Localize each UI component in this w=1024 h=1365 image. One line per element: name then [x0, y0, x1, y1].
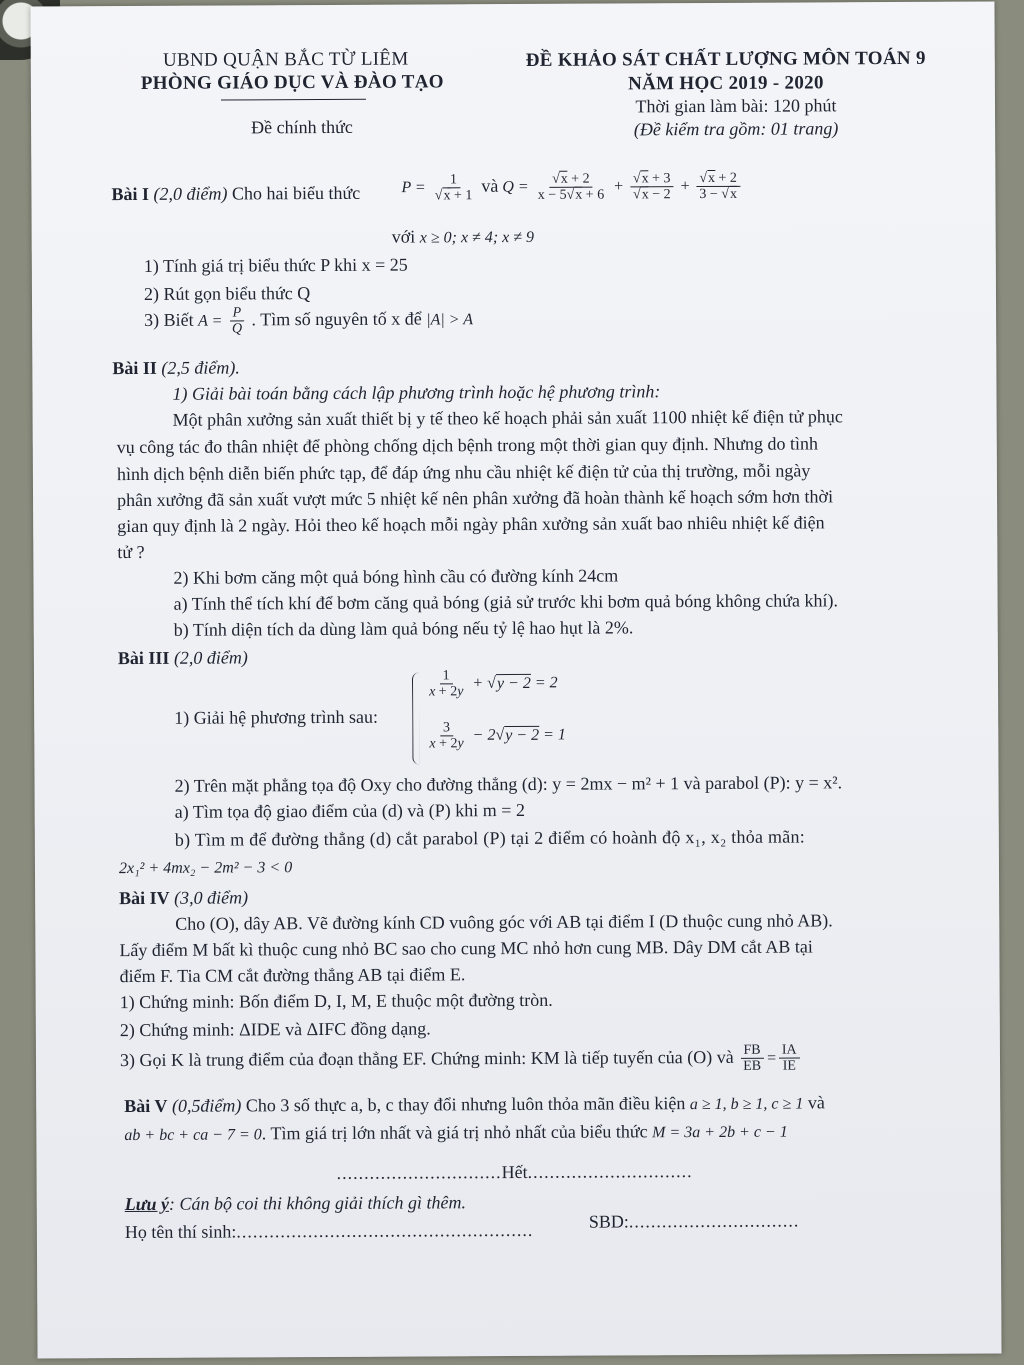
name-label: Họ tên thí sinh:: [124, 1221, 237, 1243]
bai4-q1: 1) Chứng minh: Bốn điểm D, I, M, E thuộc một đường tròn.: [119, 989, 553, 1013]
bai3-sub2a: a) Tìm tọa độ giao điểm của (d) và (P) khi m = 2: [174, 799, 525, 822]
exam-paper: [30, 1, 1001, 1358]
bai4-q2: 2) Chứng minh: ΔIDE và ΔIFC đồng dạng.: [119, 1018, 431, 1041]
q3-condition: |A| > A: [426, 311, 474, 329]
bai3-heading: [118, 647, 248, 669]
bai5-cond2: ab + bc + ca − 7 = 0: [124, 1126, 262, 1145]
bai4-q3-text: 3) Gọi K là trung điểm của đoạn thẳng EF. Chứng minh: KM là tiếp tuyến của (O) và: [119, 1046, 734, 1071]
bai5-line1: [124, 1092, 825, 1117]
bai3-sub2b: b) Tìm m để đường thẳng (d) cắt parabol (P) tại 2 điểm có hoành độ x₁, x₂ thỏa mãn:: [174, 826, 805, 850]
q3-suffix: . Tìm số nguyên tố x để: [251, 308, 422, 330]
bai2-sub2b: b) Tính diện tích da dùng làm quả bóng nếu tỷ lệ hao hụt là 2%.: [173, 617, 634, 640]
bai4-line: Lấy điểm M bất kì thuộc cung nhỏ BC sao cho cung MC nhỏ hơn cung MB. Dây DM cắt AB tại: [119, 936, 813, 961]
condition-prefix: với: [391, 226, 416, 247]
header-underline: [221, 99, 366, 101]
bai5-text: Cho 3 số thực a, b, c thay đổi nhưng luôn thỏa mãn điều kiện: [245, 1093, 686, 1116]
bai2-paragraph-line: gian quy định là 2 ngày. Hỏi theo kế hoạch mỗi ngày phân xưởng sản xuất bao nhiêu nhiệt kế điện: [117, 512, 825, 537]
district-name: UBND QUẬN BẮC TỪ LIÊM: [162, 48, 409, 71]
school-year: NĂM HỌC 2019 - 2020: [627, 72, 824, 95]
bai5-line2: [124, 1121, 787, 1145]
candidate-number: [589, 1211, 800, 1233]
and-word: và: [481, 175, 499, 196]
bai2-title: Bài II: [112, 357, 157, 379]
bai5-points: (0,5điểm): [171, 1095, 242, 1116]
end-word: Hết: [501, 1161, 528, 1183]
end-dots-right: ..............................: [527, 1161, 693, 1182]
bai2-sub2a: a) Tính thể tích khí để bơm căng quả bóng (giả sử trước khi bơm quả bóng không chứa khí).: [173, 590, 838, 614]
candidate-name: [125, 1220, 534, 1243]
time-allowed: Thời gian làm bài: 120 phút: [635, 95, 837, 117]
bai1-q3: 3) Biết A = $\frac{P}{Q}$ . Tìm số nguyên tố x để |A| > A: [144, 305, 474, 337]
bai5-expression: M = 3a + 2b + c − 1: [652, 1123, 788, 1142]
bai2-heading: [112, 357, 240, 379]
bai3-inequality: 2x₁² + 4mx₂ − 2m² − 3 < 0: [118, 859, 293, 878]
bai4-line: Cho (O), dây AB. Vẽ đường kính CD vuông góc với AB tại điểm I (D thuộc cung nhỏ AB).: [175, 910, 833, 934]
bai2-paragraph-line: phân xưởng đã sản xuất vượt mức 5 nhiệt kế nên phân xưởng đã hoàn thành kế hoạch sớm hơn thời: [117, 486, 834, 511]
bai2-points: (2,5 điểm).: [161, 357, 240, 378]
department-name: PHÒNG GIÁO DỤC VÀ ĐÀO TẠO: [140, 71, 444, 94]
exam-title: ĐỀ KHẢO SÁT CHẤT LƯỢNG MÔN TOÁN 9: [525, 47, 926, 71]
equation-1: $\frac{1}{x + 2y}$ + √y − 2 = 2: [429, 668, 558, 700]
end-dots-left: ..............................: [336, 1162, 502, 1183]
bai4-title: Bài IV: [119, 887, 170, 909]
bai1-condition: [392, 226, 534, 248]
page-count: (Đề kiểm tra gồm: 01 trang): [633, 118, 839, 140]
note-text: : Cán bộ coi thi không giải thích gì thêm.: [168, 1192, 467, 1214]
bai4-heading: [119, 887, 248, 909]
bai3-sub1: 1) Giải hệ phương trình sau:: [174, 706, 378, 728]
bai5-title: Bài V: [124, 1095, 168, 1117]
bai2-paragraph-line: tử ?: [117, 541, 145, 563]
bai2-sub2: 2) Khi bơm căng một quả bóng hình cầu có đường kính 24cm: [173, 565, 619, 588]
name-dots: ......................................................: [236, 1219, 534, 1242]
bai2-paragraph-line: vụ công tác đo thân nhiệt để phòng chống dịch bệnh trong một thời gian quy định. Nhưng do tình: [116, 433, 819, 458]
bai2-paragraph-line: hình dịch bệnh diễn biến phức tạp, để đáp ứng nhu cầu nhiệt kế điện tử của thị trường, mỗi ngày: [116, 460, 811, 485]
note-label: Lưu ý: [124, 1193, 170, 1215]
bai1-heading: [111, 183, 360, 205]
bai3-sub2: 2) Trên mặt phẳng tọa độ Oxy cho đường thẳng (d): y = 2mx − m² + 1 và parabol (P): y = x².: [174, 772, 843, 796]
footer-note: [125, 1192, 466, 1215]
bai2-paragraph-line: Một phân xưởng sản xuất thiết bị y tế theo kế hoạch phải sản xuất 1100 nhiệt kế điện tử phục: [172, 406, 843, 430]
sbd-label: SBD:: [588, 1211, 629, 1232]
formula-P-Q: P = $\frac{1}{√x + 1}$ và Q = $\frac{√x + 2}{x - 5√x + 6}$ + $\frac{√x + 3}{√x - 2}$ + $\frac{√x + 2}{3 - √x}$: [401, 171, 742, 205]
condition-text: x ≥ 0; x ≠ 4; x ≠ 9: [419, 228, 535, 247]
bai5-text2: . Tìm giá trị lớn nhất và giá trị nhỏ nhất của biểu thức: [261, 1121, 648, 1144]
bai1-q1: 1) Tính giá trị biểu thức P khi x = 25: [143, 254, 408, 276]
bai1-title: Bài I: [111, 183, 150, 205]
bai4-line: điểm F. Tia CM cắt đường thẳng AB tại điểm E.: [119, 964, 466, 987]
bai4-points: (3,0 điểm): [174, 887, 249, 908]
bai5-cond1: a ≥ 1, b ≥ 1, c ≥ 1: [689, 1095, 804, 1114]
bai2-sub1: 1) Giải bài toán bằng cách lập phương trình hoặc hệ phương trình:: [172, 381, 661, 404]
bai1-points: (2,0 điểm): [153, 183, 228, 204]
equation-2: $\frac{3}{x + 2y}$ − 2√y − 2 = 1: [429, 720, 566, 752]
end-marker: [337, 1161, 693, 1184]
bai1-q2: 2) Rút gọn biểu thức Q: [143, 283, 311, 304]
sbd-dots: ...............................: [628, 1210, 800, 1232]
official-label: Đề chính thức: [251, 116, 353, 138]
bai4-q3: 3) Gọi K là trung điểm của đoạn thẳng EF. Chứng minh: KM là tiếp tuyến của (O) và $\frac{FB}{EB}$ = $\frac{IA}{IE}$: [120, 1043, 802, 1078]
bai1-intro: Cho hai biểu thức: [231, 182, 361, 204]
bai3-points: (2,0 điểm): [173, 647, 248, 668]
bai3-title: Bài III: [117, 647, 170, 669]
q3-prefix: 3) Biết: [144, 309, 194, 330]
bai5-and: và: [807, 1092, 825, 1113]
system-brace: [412, 673, 419, 765]
